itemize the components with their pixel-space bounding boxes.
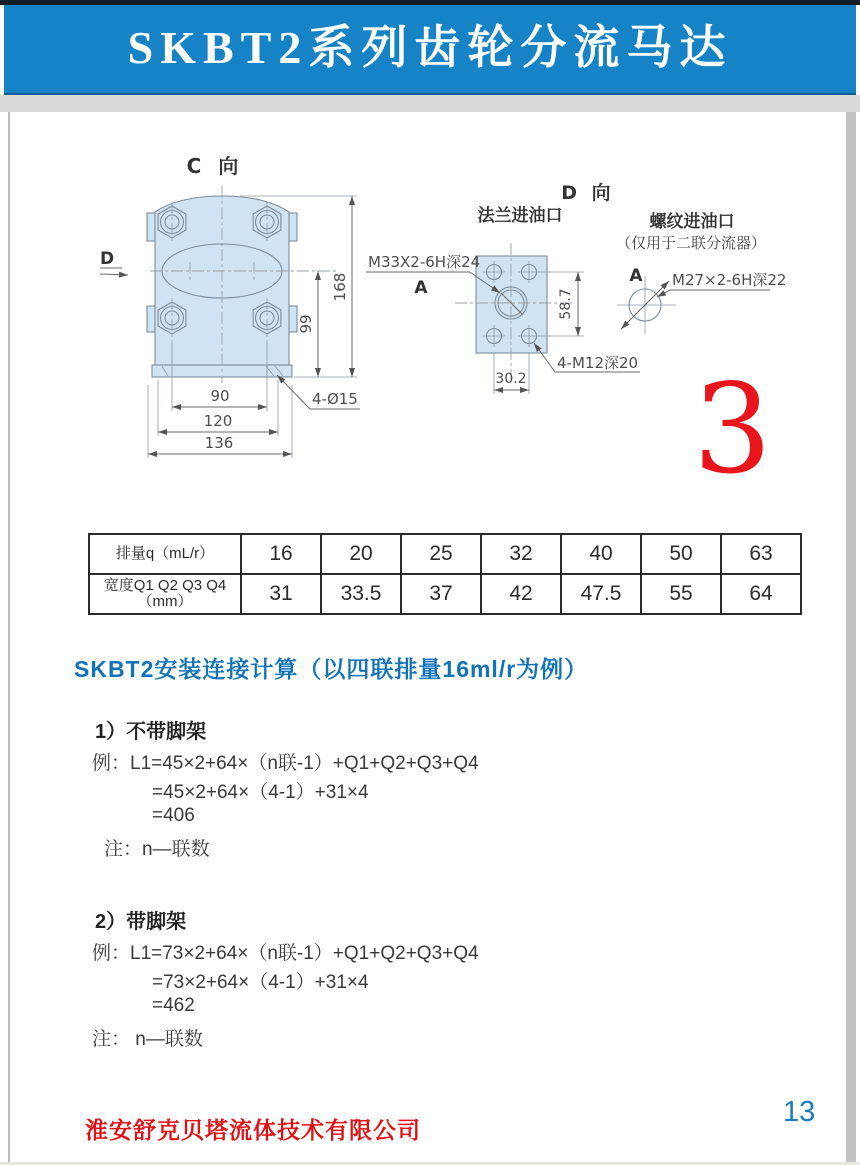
displacement-value: 16: [241, 534, 321, 574]
displacement-value: 20: [321, 534, 401, 574]
width-value: 64: [721, 574, 801, 614]
displacement-value: 40: [561, 534, 641, 574]
displacement-value: 32: [481, 534, 561, 574]
right-border-strip: [846, 112, 856, 1165]
calc2-note: 注： n—联数: [92, 1029, 203, 1050]
displacement-value: 25: [401, 534, 481, 574]
header-divider-strip: [0, 95, 860, 112]
displacement-value: 50: [641, 534, 721, 574]
table-row-displacement: [89, 534, 801, 574]
calc2-line3: =462: [152, 995, 195, 1016]
page-title: SKBT2系列齿轮分流马达: [127, 22, 733, 73]
flange-port-title: 法兰进油口: [477, 206, 563, 226]
calc2-line1: 例：L1=73×2+64×（n联-1）+Q1+Q2+Q3+Q4: [92, 943, 479, 964]
row-label-width: [89, 574, 241, 614]
threaded-port-subtitle: （仅用于二联分流器）: [615, 234, 767, 252]
row-label-displacement: 排量q（mL/r）: [89, 534, 241, 574]
row-label-width-line2: （mm）: [137, 593, 193, 610]
dim-120: 120: [203, 412, 233, 430]
width-value: 42: [481, 574, 561, 614]
c-view-drawing: [75, 140, 385, 485]
spec-table: [88, 533, 802, 615]
d-arrow-label: D: [99, 249, 115, 269]
d-view-title: D 向: [561, 182, 615, 204]
calc2-title: 2）带脚架: [95, 911, 187, 933]
width-value: 47.5: [561, 574, 641, 614]
holes-callout: 4-Ø15: [312, 390, 358, 408]
dim-90: 90: [210, 387, 230, 405]
calc2-line2: =73×2+64×（4-1）+31×4: [152, 972, 369, 993]
dim-136: 136: [204, 434, 234, 452]
c-view-title: C 向: [186, 154, 244, 178]
width-value: 31: [241, 574, 321, 614]
dim-168: 168: [331, 272, 349, 302]
threaded-port-title: 螺纹进油口: [649, 212, 735, 232]
threaded-callout: M27×2-6H深22: [672, 271, 787, 289]
left-border-line: [8, 112, 10, 1163]
flange-thread-callout: M33X2-6H深24: [368, 253, 481, 271]
table-row-width: [89, 574, 801, 614]
threaded-port: [616, 211, 786, 334]
dim-99: 99: [297, 314, 315, 334]
dim-58-7: 58.7: [558, 288, 574, 320]
d-direction-arrow: [100, 249, 128, 275]
width-value: 37: [401, 574, 481, 614]
flange-bolts-callout: 4-M12深20: [557, 354, 639, 372]
row-label-width-line1: 宽度Q1 Q2 Q3 Q4: [103, 576, 227, 594]
calc1-title: 1）不带脚架: [95, 721, 207, 743]
flange-section-label: A: [414, 278, 428, 298]
width-value: 33.5: [321, 574, 401, 614]
calc1-line3: =406: [152, 805, 195, 826]
flange-port: [366, 205, 640, 394]
dim-30-2: 30.2: [495, 371, 527, 387]
page-number: 13: [783, 1096, 816, 1128]
page-header: [4, 5, 856, 95]
company-name: 淮安舒克贝塔流体技术有限公司: [85, 1117, 421, 1143]
calc1-note: 注：n—联数: [104, 839, 210, 860]
calc-section-heading: SKBT2安装连接计算（以四联排量16ml/r为例）: [74, 656, 589, 682]
threaded-crosshair: [617, 276, 676, 334]
displacement-value: 63: [721, 534, 801, 574]
corner-number: 3: [693, 358, 772, 502]
width-value: 55: [641, 574, 721, 614]
calc1-line2: =45×2+64×（4-1）+31×4: [152, 782, 369, 803]
calc1-line1: 例：L1=45×2+64×（n联-1）+Q1+Q2+Q3+Q4: [92, 753, 479, 774]
threaded-section-label: A: [629, 266, 643, 286]
